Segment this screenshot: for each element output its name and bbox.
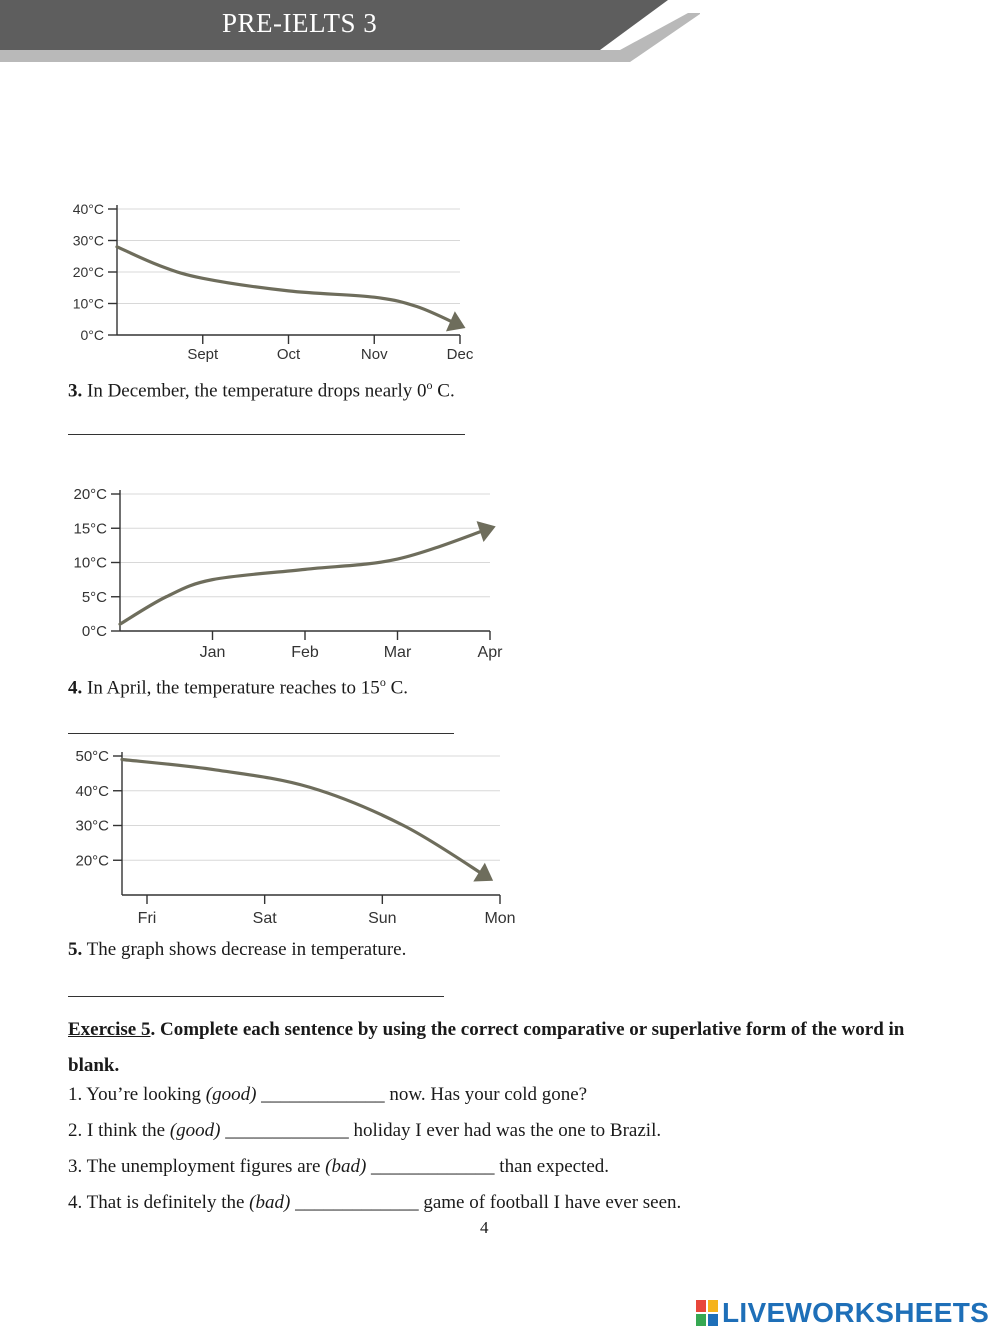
chart-1-y-label: 10°C — [72, 295, 104, 312]
exercise-label: Exercise 5 — [68, 1019, 151, 1040]
question-4-number: 4. — [68, 677, 83, 699]
question-3-number: 3. — [68, 380, 83, 402]
sentence-3-word: (bad) — [325, 1156, 367, 1177]
sentence-2-word: (good) — [169, 1120, 221, 1141]
chart-3-y-label: 40°C — [75, 782, 109, 800]
exercise-instructions: . Complete each sentence by using the correct comparative or superlative form of the word in blank. — [68, 1019, 905, 1076]
chart-1-x-label: Oct — [276, 346, 301, 363]
chart-3-y-label: 20°C — [75, 852, 109, 870]
chart-2-y-label: 10°C — [73, 554, 107, 572]
sentence-4 — [68, 1192, 681, 1214]
logo-grid-icon — [696, 1300, 718, 1326]
sentence-4-word: (bad) — [249, 1192, 291, 1213]
chart-1-y-label: 40°C — [72, 201, 104, 217]
chart-3-svg — [60, 742, 535, 934]
question-4-sup: o — [379, 675, 386, 689]
answer-line-4[interactable] — [68, 733, 454, 734]
chart-3-x-label: Fri — [137, 910, 157, 927]
chart-1-y-label: 30°C — [72, 232, 104, 249]
chart-1-x-label: Nov — [360, 346, 388, 363]
question-4 — [68, 675, 408, 699]
header-banner — [0, 0, 700, 62]
chart-2-x-label: Feb — [291, 644, 319, 661]
liveworksheets-logo — [696, 1296, 989, 1330]
chart-1-x-label: Dec — [446, 346, 474, 363]
chart-3-x-label: Sun — [368, 910, 397, 927]
sentence-2 — [68, 1120, 661, 1142]
chart-2-x-label: Apr — [477, 644, 503, 661]
sentence-4-blank[interactable]: _____________ — [290, 1192, 424, 1213]
answer-line-3[interactable] — [68, 434, 465, 435]
question-4-after: C. — [385, 677, 408, 699]
question-3-after: C. — [432, 380, 455, 402]
chart-1-x-label: Sept — [187, 346, 219, 363]
question-4-text: In April, the temperature reaches to 15 — [82, 677, 380, 699]
sentence-4-post: game of football I have ever seen. — [423, 1192, 682, 1213]
chart-2-x-label: Jan — [199, 644, 226, 661]
chart-3-x-label: Sat — [252, 910, 277, 927]
chart-2-x-label: Mar — [383, 644, 412, 661]
sentence-1 — [68, 1084, 587, 1106]
sentence-3-post: than expected. — [499, 1156, 610, 1177]
question-3-text: In December, the temperature drops nearly 0 — [82, 380, 427, 402]
sentence-1-word: (good) — [205, 1084, 257, 1105]
sentence-1-pre: 1. You’re looking — [68, 1084, 206, 1105]
exercise-title — [68, 1012, 908, 1084]
chart-2-y-label: 15°C — [73, 520, 107, 538]
answer-line-5[interactable] — [68, 996, 444, 997]
chart-1-series-line — [117, 247, 460, 326]
chart-3-y-label: 30°C — [75, 817, 109, 835]
page-title: PRE-IELTS 3 — [222, 8, 378, 38]
sentence-3-blank[interactable]: _____________ — [366, 1156, 500, 1177]
chart-3-arrowhead — [473, 863, 493, 882]
sentence-2-pre: 2. I think the — [68, 1120, 170, 1141]
sentence-3-pre: 3. The unemployment figures are — [68, 1156, 326, 1177]
chart-3-y-label: 50°C — [75, 748, 109, 765]
question-5-text: The graph shows decrease in temperature. — [82, 939, 407, 960]
question-5-number: 5. — [68, 939, 83, 960]
chart-3 — [60, 742, 535, 939]
chart-1-y-label: 20°C — [72, 264, 104, 280]
question-5 — [68, 939, 406, 961]
chart-2-y-label: 5°C — [81, 588, 107, 606]
question-3-sup: o — [426, 378, 433, 392]
sentence-3 — [68, 1156, 609, 1178]
sentence-1-blank[interactable]: _____________ — [256, 1084, 390, 1105]
chart-2-svg — [60, 480, 530, 670]
chart-2-y-label: 0°C — [81, 623, 107, 640]
chart-1 — [60, 195, 500, 375]
sentence-2-post: holiday I ever had was the one to Brazil. — [353, 1120, 662, 1141]
chart-2-y-label: 20°C — [73, 486, 107, 503]
chart-2 — [60, 480, 530, 675]
chart-3-x-label: Mon — [484, 910, 516, 927]
question-3 — [68, 378, 455, 402]
sentence-2-blank[interactable]: _____________ — [220, 1120, 354, 1141]
sentence-4-pre: 4. That is definitely the — [68, 1192, 250, 1213]
sentence-1-post: now. Has your cold gone? — [389, 1084, 588, 1105]
logo-text: LIVEWORKSHEETS — [722, 1297, 990, 1328]
chart-2-series-line — [120, 528, 490, 624]
page-number: 4 — [480, 1218, 489, 1237]
chart-1-y-label: 0°C — [80, 327, 104, 343]
chart-1-svg — [60, 195, 500, 370]
